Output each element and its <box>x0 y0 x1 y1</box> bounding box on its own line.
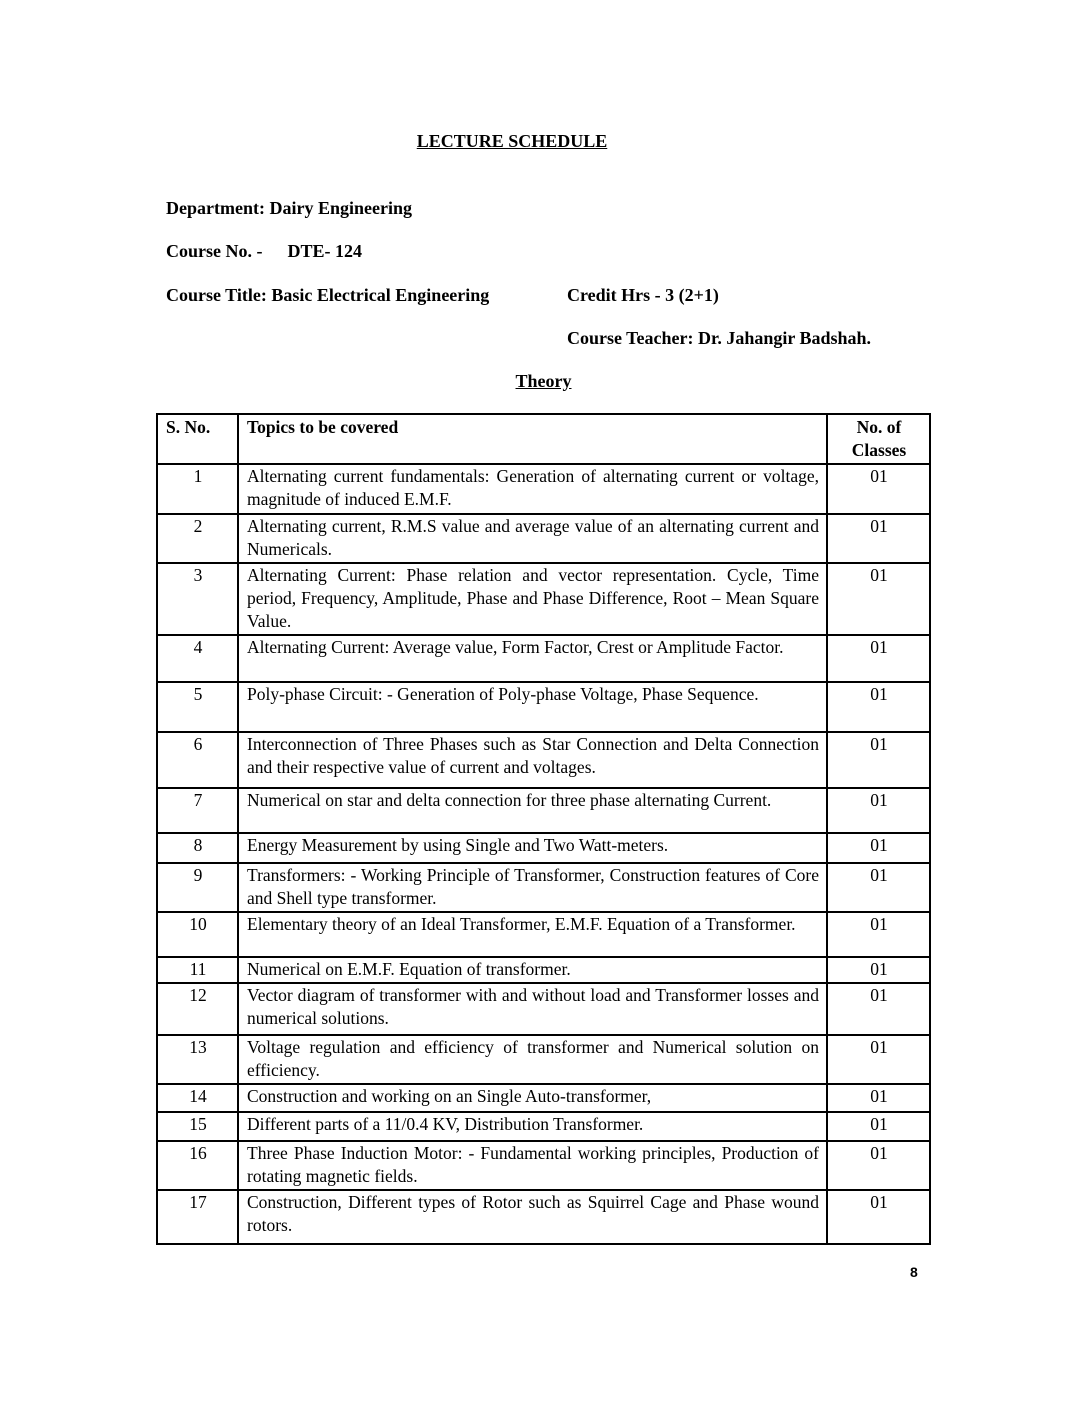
document-title: LECTURE SCHEDULE <box>416 131 608 151</box>
row-sno: 14 <box>157 1084 238 1112</box>
row-sno: 6 <box>157 732 238 788</box>
table-row <box>157 1112 930 1141</box>
row-classes: 01 <box>827 1112 930 1141</box>
department-line: Department: Dairy Engineering <box>166 198 412 218</box>
table-row <box>157 732 930 788</box>
row-sno: 13 <box>157 1035 238 1084</box>
table-row <box>157 833 930 863</box>
table-row <box>157 983 930 1035</box>
row-topic: Energy Measurement by using Single and Two Watt-meters. <box>238 833 827 863</box>
row-topic: Construction and working on an Single Auto-transformer, <box>238 1084 827 1112</box>
row-topic: Interconnection of Three Phases such as Star Connection and Delta Connection and their respective value of current and voltages. <box>238 732 827 788</box>
row-sno: 17 <box>157 1190 238 1244</box>
row-topic: Elementary theory of an Ideal Transformer, E.M.F. Equation of a Transformer. <box>238 912 827 957</box>
row-classes: 01 <box>827 863 930 912</box>
row-classes: 01 <box>827 833 930 863</box>
table-row <box>157 464 930 514</box>
row-classes: 01 <box>827 957 930 983</box>
row-classes: 01 <box>827 682 930 732</box>
section-heading-theory: Theory <box>515 371 572 391</box>
row-topic: Three Phase Induction Motor: - Fundamental working principles, Production of rotating magnetic fields. <box>238 1141 827 1190</box>
row-classes: 01 <box>827 912 930 957</box>
row-classes: 01 <box>827 514 930 563</box>
row-classes: 01 <box>827 1084 930 1112</box>
row-topic: Numerical on star and delta connection for three phase alternating Current. <box>238 788 827 833</box>
table-row <box>157 863 930 912</box>
row-topic: Alternating current, R.M.S value and average value of an alternating current and Numericals. <box>238 514 827 563</box>
row-sno: 1 <box>157 464 238 514</box>
course-teacher: Course Teacher: Dr. Jahangir Badshah. <box>567 328 872 348</box>
row-sno: 7 <box>157 788 238 833</box>
header-sno: S. No. <box>157 414 238 464</box>
course-number-label: Course No. - <box>166 241 263 261</box>
table-row <box>157 957 930 983</box>
table-row <box>157 682 930 732</box>
table-row <box>157 1035 930 1084</box>
row-topic: Transformers: - Working Principle of Transformer, Construction features of Core and Shell type transformer. <box>238 863 827 912</box>
header-topics: Topics to be covered <box>238 414 827 464</box>
row-topic: Poly-phase Circuit: - Generation of Poly-phase Voltage, Phase Sequence. <box>238 682 827 732</box>
row-sno: 11 <box>157 957 238 983</box>
row-sno: 8 <box>157 833 238 863</box>
row-topic: Different parts of a 11/0.4 KV, Distribution Transformer. <box>238 1112 827 1141</box>
row-classes: 01 <box>827 788 930 833</box>
row-sno: 4 <box>157 635 238 682</box>
row-topic: Construction, Different types of Rotor such as Squirrel Cage and Phase wound rotors. <box>238 1190 827 1244</box>
row-sno: 3 <box>157 563 238 635</box>
row-topic: Alternating current fundamentals: Generation of alternating current or voltage, magnitude of induced E.M.F. <box>238 464 827 514</box>
row-topic: Voltage regulation and efficiency of transformer and Numerical solution on efficiency. <box>238 1035 827 1084</box>
row-sno: 15 <box>157 1112 238 1141</box>
row-topic: Numerical on E.M.F. Equation of transformer. <box>238 957 827 983</box>
row-classes: 01 <box>827 635 930 682</box>
lecture-schedule-table <box>156 413 931 1245</box>
row-classes: 01 <box>827 563 930 635</box>
table-row <box>157 788 930 833</box>
row-topic: Alternating Current: Phase relation and vector representation. Cycle, Time period, Frequency, Amplitude, Phase and Phase Difference, Root – Mean Square Value. <box>238 563 827 635</box>
row-sno: 2 <box>157 514 238 563</box>
table-row <box>157 1084 930 1112</box>
credit-hours: Credit Hrs - 3 (2+1) <box>567 285 719 305</box>
row-topic: Vector diagram of transformer with and without load and Transformer losses and numerical solutions. <box>238 983 827 1035</box>
table-row <box>157 635 930 682</box>
table-row <box>157 1141 930 1190</box>
row-sno: 9 <box>157 863 238 912</box>
course-number-line <box>166 241 362 262</box>
table-row <box>157 1190 930 1244</box>
table-row <box>157 912 930 957</box>
row-classes: 01 <box>827 1035 930 1084</box>
table-row <box>157 514 930 563</box>
row-topic: Alternating Current: Average value, Form Factor, Crest or Amplitude Factor. <box>238 635 827 682</box>
row-classes: 01 <box>827 1190 930 1244</box>
course-number-value: DTE- 124 <box>287 241 363 261</box>
row-classes: 01 <box>827 983 930 1035</box>
table-row <box>157 563 930 635</box>
header-classes: No. of Classes <box>827 414 930 464</box>
page-number: 8 <box>910 1264 918 1280</box>
row-sno: 16 <box>157 1141 238 1190</box>
table-header-row <box>157 414 930 464</box>
row-classes: 01 <box>827 732 930 788</box>
course-title-line: Course Title: Basic Electrical Engineering <box>166 285 490 305</box>
row-sno: 5 <box>157 682 238 732</box>
row-sno: 12 <box>157 983 238 1035</box>
row-classes: 01 <box>827 1141 930 1190</box>
row-sno: 10 <box>157 912 238 957</box>
row-classes: 01 <box>827 464 930 514</box>
